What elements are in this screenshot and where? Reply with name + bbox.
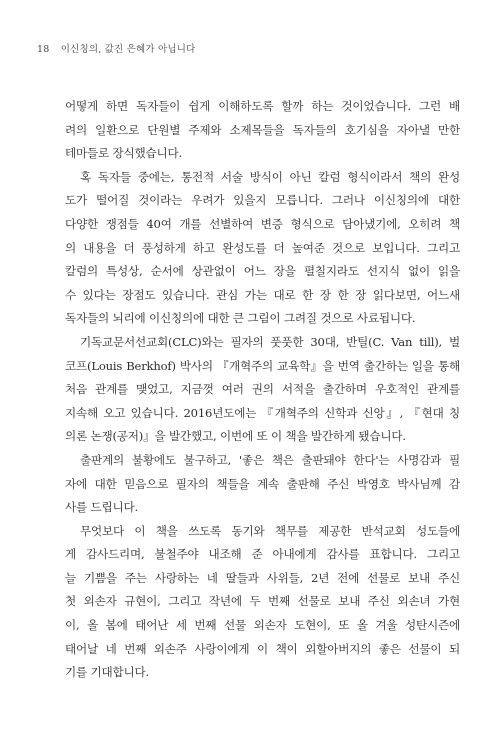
text-line: 늘 기쁨을 주는 사랑하는 네 딸들과 사위들, 2년 전에 선물로 보내 주신 — [65, 570, 460, 585]
text-line: 처음 관계를 맺었고, 지금껏 여러 권의 서적을 출간하며 우호적인 관계를 — [65, 382, 460, 397]
page-number: 18 — [37, 44, 50, 55]
text-line: 게 감사드리며, 불철주야 내조해 준 아내에게 감사를 표합니다. 그리고 — [65, 547, 460, 562]
running-head-title: 이신칭의, 값진 은혜가 아닙니다 — [60, 44, 196, 55]
text-line: 려의 일환으로 단원별 주제와 소제목들을 독자들의 호기심을 자아낼 만한 — [65, 122, 460, 137]
text-line: 지속해 오고 있습니다. 2016년도에는 『개혁주의 신학과 신앙』, 『현대 칭 — [65, 405, 460, 420]
text-line: 자에 대한 믿음으로 필자의 책들을 계속 출판해 주신 박영호 박사님께 감 — [65, 476, 460, 491]
text-line: 의 내용을 더 풍성하게 하고 완성도를 더 높여준 것으로 보입니다. 그리고 — [65, 240, 460, 255]
text-line: 도가 떨어질 것이라는 우려가 있을지 모릅니다. 그러나 이신칭의에 대한 — [65, 193, 460, 208]
text-line: 칼럼의 특성상, 순서에 상관없이 어느 장을 펼칠지라도 선지식 없이 읽을 — [65, 264, 460, 279]
text-line: 출판계의 불황에도 불구하고, '좋은 책은 출판돼야 한다'는 사명감과 필 — [80, 452, 460, 467]
text-line: 사를 드립니다. — [65, 500, 138, 515]
text-line: 무엇보다 이 책을 쓰도록 동기와 책무를 제공한 반석교회 성도들에 — [80, 523, 460, 538]
text-line: 이, 올 봄에 태어난 세 번째 선물 외손자 도현이, 또 올 겨울 성탄시즌에 — [65, 618, 460, 633]
body-text — [65, 95, 460, 685]
text-line: 첫 외손자 규현이, 그리고 작년에 두 번째 선물로 보내 주신 외손녀 가현 — [65, 594, 460, 609]
text-line: 기독교문서선교회(CLC)와는 필자의 풋풋한 30대, 반틸(C. Van till), 벌 — [80, 334, 460, 349]
text-line: 다양한 쟁점들 40여 개를 선별하여 변증 형식으로 담아냈기에, 오히려 책 — [65, 216, 460, 231]
running-head — [37, 41, 196, 55]
text-line: 기를 기대합니다. — [65, 665, 149, 680]
text-line: 코프(Louis Berkhof) 박사의 『개혁주의 교육학』을 번역 출간하는 일을 통해 — [65, 358, 460, 373]
text-line: 어떻게 하면 독자들이 쉽게 이해하도록 할까 하는 것이었습니다. 그런 배 — [65, 99, 460, 113]
text-line: 독자들의 뇌리에 이신칭의에 대한 큰 그림이 그려질 것으로 사료됩니다. — [65, 311, 416, 326]
text-line: 의론 논쟁(공저)』을 발간했고, 이번에 또 이 책을 발간하게 됐습니다. — [65, 429, 406, 444]
text-line: 태어날 네 번째 외손주 사랑이에게 이 책이 외할아버지의 좋은 선물이 되 — [65, 641, 460, 656]
text-line: 테마들로 장식했습니다. — [65, 146, 182, 161]
text-line: 혹 독자들 중에는, 통전적 서술 방식이 아닌 칼럼 형식이라서 책의 완성 — [80, 169, 460, 184]
text-line: 수 있다는 장점도 있습니다. 관심 가는 대로 한 장 한 장 읽다보면, 어느새 — [65, 287, 460, 302]
